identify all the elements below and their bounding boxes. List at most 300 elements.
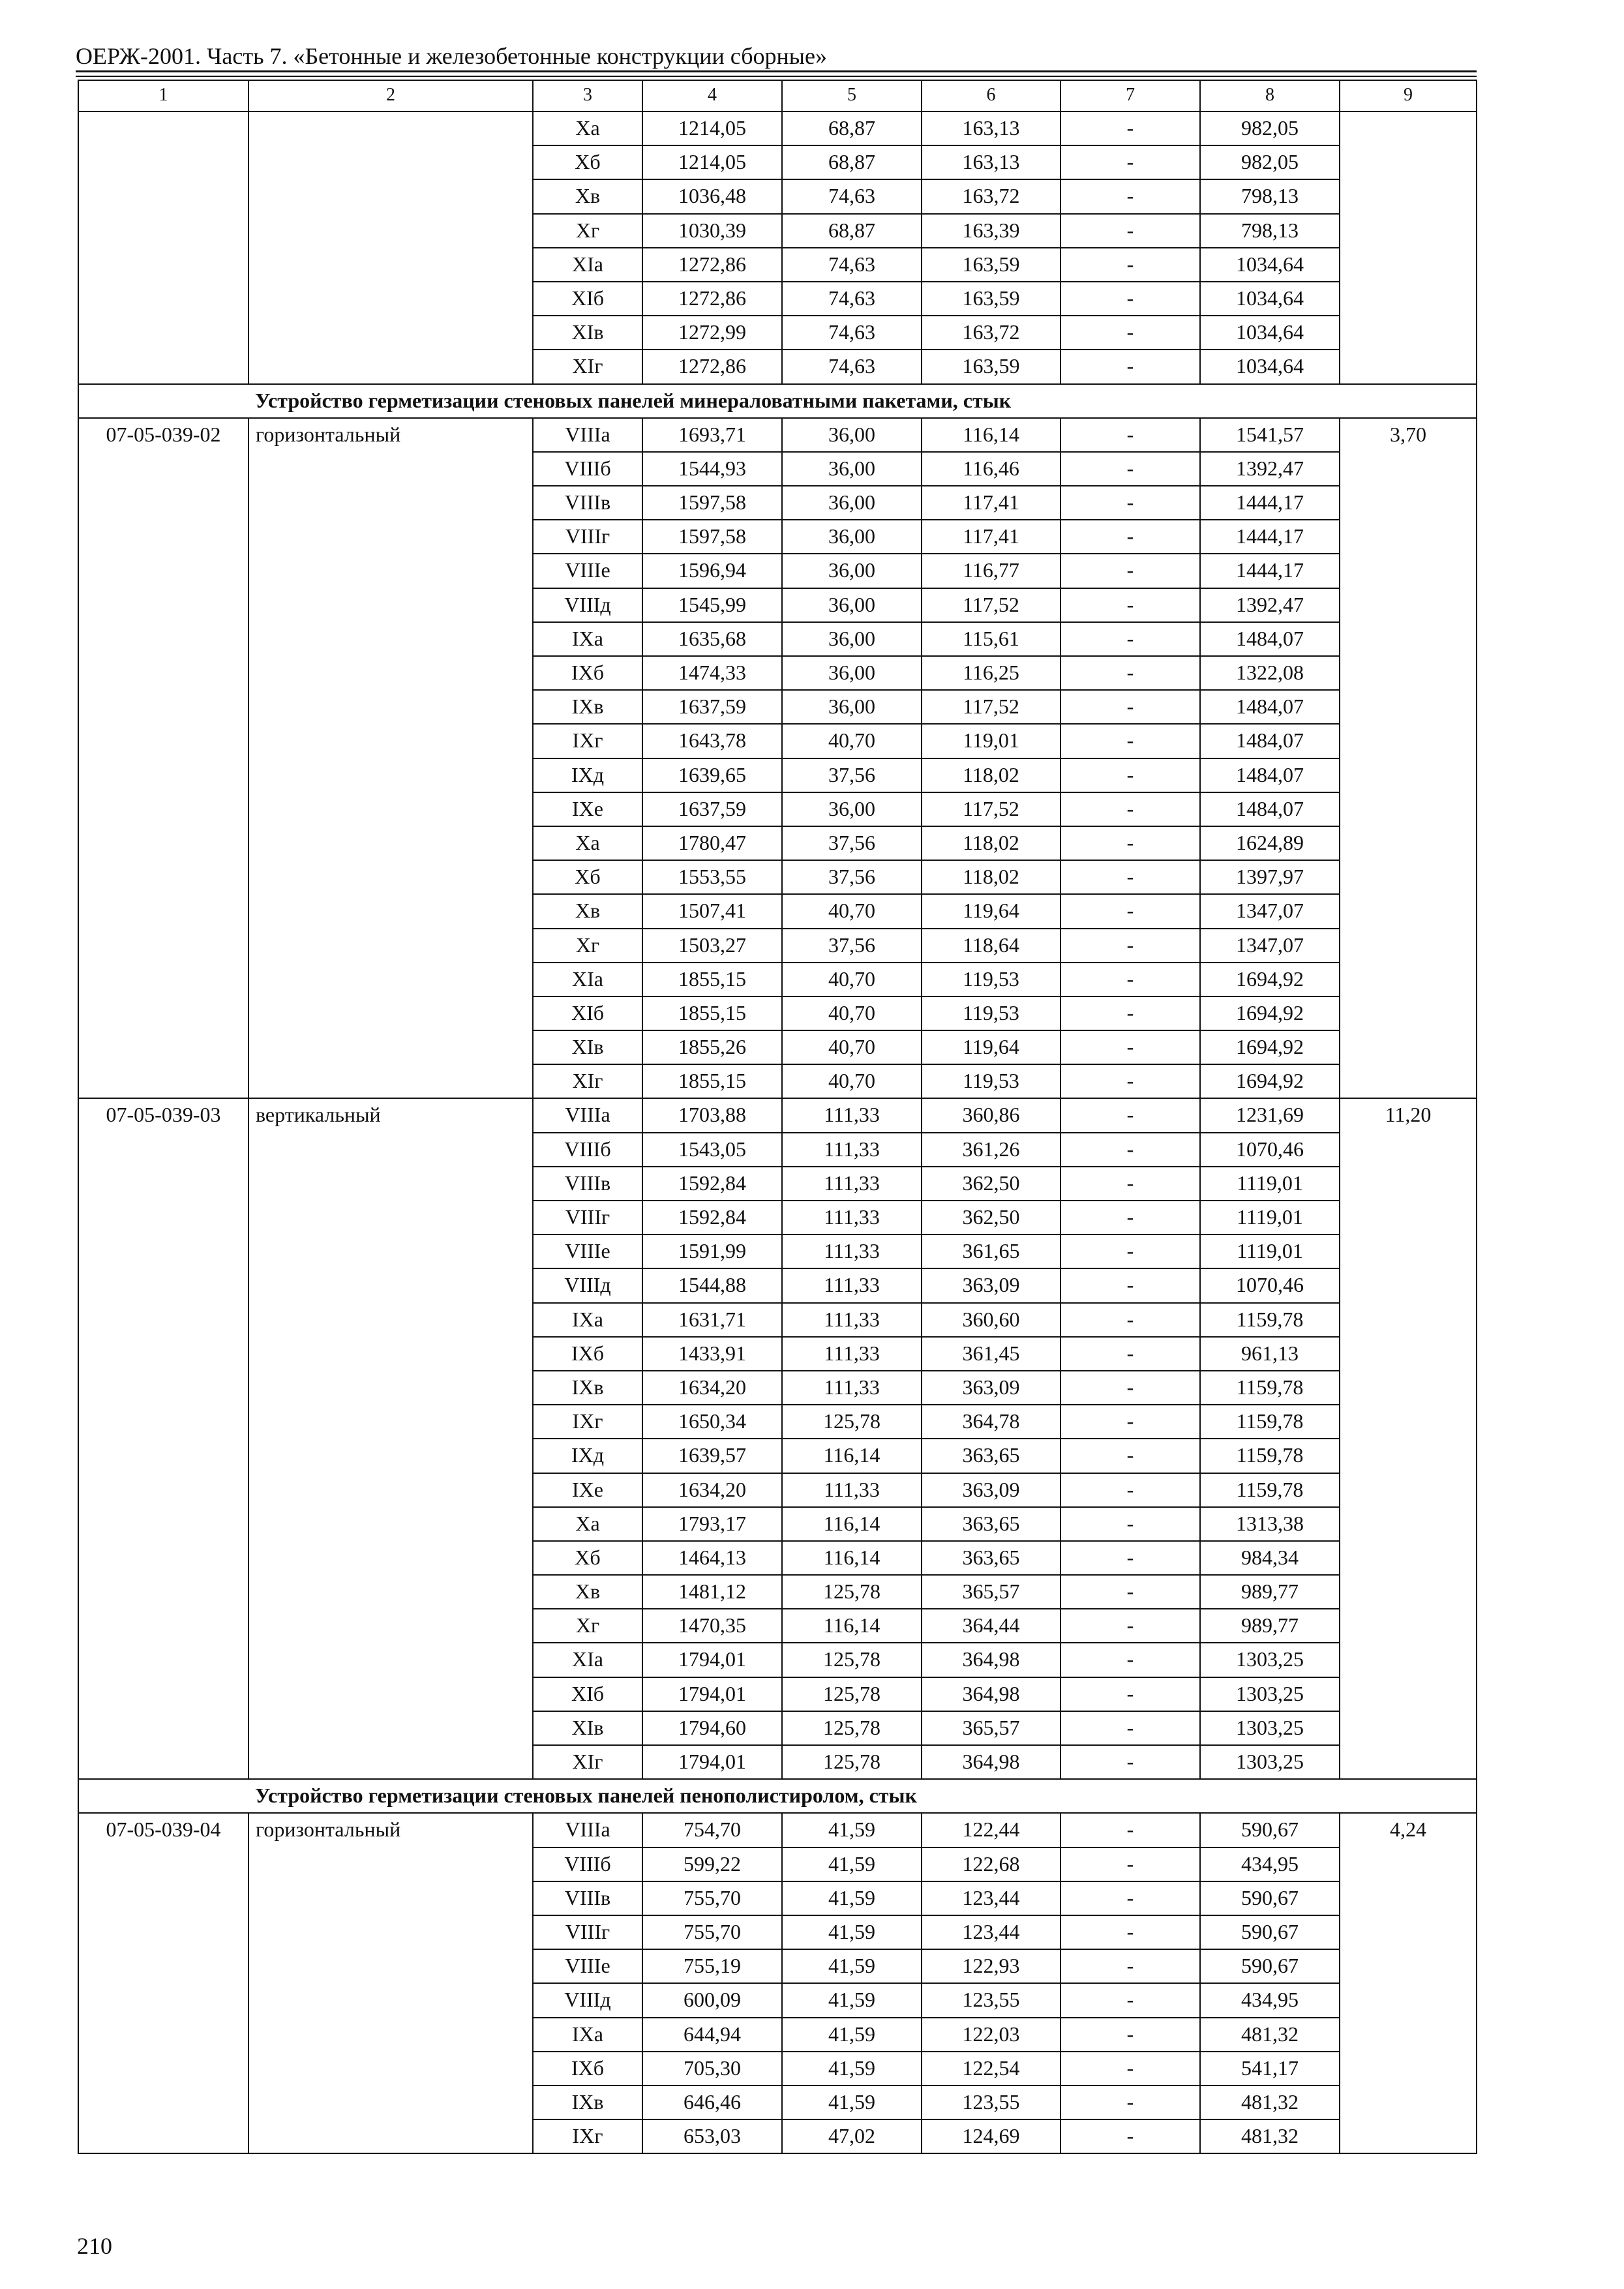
machinists-wages-cell: -	[1060, 588, 1200, 622]
machinists-wages-cell: -	[1060, 1609, 1200, 1643]
object-cell: IXa	[533, 2018, 642, 2052]
machinists-wages-cell: -	[1060, 1064, 1200, 1098]
machines-cell: 117,41	[922, 486, 1060, 520]
materials-cell: 1322,08	[1200, 656, 1340, 690]
description-cell: вертикальный	[248, 1098, 533, 1779]
wages-cell: 37,56	[782, 758, 922, 792]
machinists-wages-cell: -	[1060, 282, 1200, 316]
code-cell: 07-05-039-04	[78, 1813, 248, 2153]
wages-cell: 37,56	[782, 929, 922, 963]
total-cost-cell: 1639,65	[642, 758, 782, 792]
total-cost-cell: 755,19	[642, 1949, 782, 1983]
materials-cell: 1034,64	[1200, 282, 1340, 316]
header-rule-double	[76, 76, 1477, 77]
total-cost-cell: 1474,33	[642, 656, 782, 690]
machinists-wages-cell: -	[1060, 486, 1200, 520]
labor-cell	[1340, 112, 1477, 384]
materials-cell: 1624,89	[1200, 826, 1340, 860]
machinists-wages-cell: -	[1060, 316, 1200, 350]
wages-cell: 36,00	[782, 792, 922, 826]
machines-cell: 163,59	[922, 282, 1060, 316]
wages-cell: 116,14	[782, 1609, 922, 1643]
total-cost-cell: 1272,86	[642, 248, 782, 282]
total-cost-cell: 599,22	[642, 1848, 782, 1881]
total-cost-cell: 1794,01	[642, 1677, 782, 1711]
machinists-wages-cell: -	[1060, 2052, 1200, 2086]
machinists-wages-cell: -	[1060, 554, 1200, 588]
wages-cell: 41,59	[782, 1983, 922, 2017]
machines-cell: 163,39	[922, 214, 1060, 248]
total-cost-cell: 1637,59	[642, 690, 782, 724]
materials-cell: 1484,07	[1200, 690, 1340, 724]
object-cell: XIв	[533, 1030, 642, 1064]
materials-cell: 1484,07	[1200, 758, 1340, 792]
labor-cell: 4,24	[1340, 1813, 1477, 2153]
wages-cell: 36,00	[782, 656, 922, 690]
machinists-wages-cell: -	[1060, 929, 1200, 963]
total-cost-cell: 1596,94	[642, 554, 782, 588]
machines-cell: 163,13	[922, 145, 1060, 179]
column-number-row	[78, 80, 1477, 112]
materials-cell: 798,13	[1200, 179, 1340, 213]
column-number: 2	[248, 80, 533, 112]
machinists-wages-cell: -	[1060, 963, 1200, 996]
total-cost-cell: 1545,99	[642, 588, 782, 622]
machines-cell: 116,25	[922, 656, 1060, 690]
object-cell: VIIIa	[533, 1813, 642, 1847]
wages-cell: 40,70	[782, 894, 922, 928]
machines-cell: 364,44	[922, 1609, 1060, 1643]
object-cell: XIг	[533, 350, 642, 383]
object-cell: IXa	[533, 622, 642, 656]
total-cost-cell: 1272,86	[642, 282, 782, 316]
machines-cell: 363,65	[922, 1439, 1060, 1473]
materials-cell: 590,67	[1200, 1813, 1340, 1847]
total-cost-cell: 1639,57	[642, 1439, 782, 1473]
wages-cell: 74,63	[782, 282, 922, 316]
materials-cell: 1070,46	[1200, 1268, 1340, 1302]
object-cell: VIIIг	[533, 1201, 642, 1234]
wages-cell: 40,70	[782, 963, 922, 996]
machines-cell: 124,69	[922, 2119, 1060, 2153]
object-cell: VIIIe	[533, 1234, 642, 1268]
total-cost-cell: 1470,35	[642, 1609, 782, 1643]
wages-cell: 36,00	[782, 452, 922, 486]
object-cell: VIIIб	[533, 1133, 642, 1167]
total-cost-cell: 1544,88	[642, 1268, 782, 1302]
machinists-wages-cell: -	[1060, 1268, 1200, 1302]
wages-cell: 68,87	[782, 214, 922, 248]
machinists-wages-cell: -	[1060, 1030, 1200, 1064]
object-cell: IXв	[533, 690, 642, 724]
machinists-wages-cell: -	[1060, 1473, 1200, 1507]
total-cost-cell: 1553,55	[642, 860, 782, 894]
object-cell: VIIIв	[533, 486, 642, 520]
total-cost-cell: 1794,01	[642, 1745, 782, 1779]
machines-cell: 122,44	[922, 1813, 1060, 1847]
machines-cell: 115,61	[922, 622, 1060, 656]
machines-cell: 364,98	[922, 1677, 1060, 1711]
machines-cell: 364,98	[922, 1745, 1060, 1779]
machines-cell: 364,98	[922, 1643, 1060, 1677]
header-rule	[76, 70, 1477, 72]
machines-cell: 123,44	[922, 1881, 1060, 1915]
materials-cell: 1694,92	[1200, 963, 1340, 996]
wages-cell: 36,00	[782, 418, 922, 452]
machinists-wages-cell: -	[1060, 1949, 1200, 1983]
object-cell: IXб	[533, 2052, 642, 2086]
materials-cell: 1484,07	[1200, 724, 1340, 758]
total-cost-cell: 755,70	[642, 1881, 782, 1915]
machines-cell: 116,46	[922, 452, 1060, 486]
total-cost-cell: 1433,91	[642, 1337, 782, 1371]
wages-cell: 111,33	[782, 1371, 922, 1405]
machines-cell: 117,52	[922, 690, 1060, 724]
machines-cell: 117,52	[922, 792, 1060, 826]
total-cost-cell: 1855,15	[642, 1064, 782, 1098]
machines-cell: 123,55	[922, 1983, 1060, 2017]
total-cost-cell: 1214,05	[642, 112, 782, 145]
object-cell: Xг	[533, 214, 642, 248]
price-table	[78, 80, 1477, 2154]
machines-cell: 118,64	[922, 929, 1060, 963]
wages-cell: 68,87	[782, 112, 922, 145]
machinists-wages-cell: -	[1060, 1098, 1200, 1132]
object-cell: Xв	[533, 179, 642, 213]
column-number: 3	[533, 80, 642, 112]
materials-cell: 590,67	[1200, 1915, 1340, 1949]
object-cell: Xa	[533, 1507, 642, 1541]
materials-cell: 798,13	[1200, 214, 1340, 248]
machines-cell: 363,09	[922, 1473, 1060, 1507]
wages-cell: 41,59	[782, 2052, 922, 2086]
wages-cell: 41,59	[782, 1813, 922, 1847]
wages-cell: 36,00	[782, 690, 922, 724]
materials-cell: 1484,07	[1200, 622, 1340, 656]
section-title: Устройство герметизации стеновых панелей минераловатными пакетами, стык	[78, 384, 1477, 418]
machines-cell: 361,26	[922, 1133, 1060, 1167]
wages-cell: 111,33	[782, 1201, 922, 1234]
machinists-wages-cell: -	[1060, 1575, 1200, 1609]
machines-cell: 119,64	[922, 1030, 1060, 1064]
machinists-wages-cell: -	[1060, 690, 1200, 724]
machinists-wages-cell: -	[1060, 214, 1200, 248]
total-cost-cell: 1592,84	[642, 1167, 782, 1201]
total-cost-cell: 1272,86	[642, 350, 782, 383]
object-cell: VIIIб	[533, 1848, 642, 1881]
machines-cell: 122,68	[922, 1848, 1060, 1881]
machinists-wages-cell: -	[1060, 145, 1200, 179]
object-cell: Xв	[533, 1575, 642, 1609]
wages-cell: 41,59	[782, 1848, 922, 1881]
machines-cell: 123,55	[922, 2086, 1060, 2119]
materials-cell: 1070,46	[1200, 1133, 1340, 1167]
machinists-wages-cell: -	[1060, 1507, 1200, 1541]
total-cost-cell: 1794,01	[642, 1643, 782, 1677]
total-cost-cell: 1780,47	[642, 826, 782, 860]
total-cost-cell: 1507,41	[642, 894, 782, 928]
machinists-wages-cell: -	[1060, 112, 1200, 145]
object-cell: IXг	[533, 724, 642, 758]
materials-cell: 1159,78	[1200, 1405, 1340, 1439]
wages-cell: 111,33	[782, 1268, 922, 1302]
wages-cell: 125,78	[782, 1711, 922, 1745]
total-cost-cell: 1635,68	[642, 622, 782, 656]
machinists-wages-cell: -	[1060, 520, 1200, 554]
machinists-wages-cell: -	[1060, 1167, 1200, 1201]
machines-cell: 363,65	[922, 1541, 1060, 1575]
wages-cell: 116,14	[782, 1541, 922, 1575]
wages-cell: 111,33	[782, 1303, 922, 1337]
materials-cell: 1313,38	[1200, 1507, 1340, 1541]
machinists-wages-cell: -	[1060, 1915, 1200, 1949]
wages-cell: 40,70	[782, 996, 922, 1030]
total-cost-cell: 1650,34	[642, 1405, 782, 1439]
machines-cell: 122,03	[922, 2018, 1060, 2052]
machinists-wages-cell: -	[1060, 1234, 1200, 1268]
machinists-wages-cell: -	[1060, 2119, 1200, 2153]
total-cost-cell: 1481,12	[642, 1575, 782, 1609]
wages-cell: 111,33	[782, 1098, 922, 1132]
page-number: 210	[77, 2233, 112, 2259]
wages-cell: 125,78	[782, 1575, 922, 1609]
total-cost-cell: 1703,88	[642, 1098, 782, 1132]
wages-cell: 111,33	[782, 1133, 922, 1167]
materials-cell: 1392,47	[1200, 588, 1340, 622]
machinists-wages-cell: -	[1060, 248, 1200, 282]
machinists-wages-cell: -	[1060, 350, 1200, 383]
object-cell: XIa	[533, 248, 642, 282]
wages-cell: 116,14	[782, 1507, 922, 1541]
materials-cell: 1159,78	[1200, 1439, 1340, 1473]
machinists-wages-cell: -	[1060, 1711, 1200, 1745]
machinists-wages-cell: -	[1060, 826, 1200, 860]
object-cell: Xв	[533, 894, 642, 928]
materials-cell: 1694,92	[1200, 1030, 1340, 1064]
machines-cell: 163,72	[922, 316, 1060, 350]
machines-cell: 119,01	[922, 724, 1060, 758]
description-cell	[248, 112, 533, 384]
object-cell: IXг	[533, 2119, 642, 2153]
object-cell: XIв	[533, 316, 642, 350]
machinists-wages-cell: -	[1060, 1881, 1200, 1915]
materials-cell: 1694,92	[1200, 1064, 1340, 1098]
machines-cell: 122,93	[922, 1949, 1060, 1983]
machines-cell: 119,53	[922, 1064, 1060, 1098]
wages-cell: 111,33	[782, 1337, 922, 1371]
machines-cell: 163,59	[922, 248, 1060, 282]
total-cost-cell: 1855,26	[642, 1030, 782, 1064]
object-cell: Xб	[533, 1541, 642, 1575]
machines-cell: 118,02	[922, 826, 1060, 860]
machinists-wages-cell: -	[1060, 1677, 1200, 1711]
machines-cell: 362,50	[922, 1167, 1060, 1201]
materials-cell: 1034,64	[1200, 248, 1340, 282]
labor-cell: 3,70	[1340, 418, 1477, 1099]
total-cost-cell: 1036,48	[642, 179, 782, 213]
object-cell: Xa	[533, 112, 642, 145]
machines-cell: 361,65	[922, 1234, 1060, 1268]
wages-cell: 74,63	[782, 179, 922, 213]
materials-cell: 1444,17	[1200, 554, 1340, 588]
wages-cell: 125,78	[782, 1643, 922, 1677]
table-body	[78, 80, 1477, 2153]
materials-cell: 1694,92	[1200, 996, 1340, 1030]
section-row	[78, 384, 1477, 418]
total-cost-cell: 600,09	[642, 1983, 782, 2017]
object-cell: IXб	[533, 656, 642, 690]
object-cell: Xб	[533, 860, 642, 894]
machines-cell: 122,54	[922, 2052, 1060, 2086]
machinists-wages-cell: -	[1060, 1303, 1200, 1337]
materials-cell: 984,34	[1200, 1541, 1340, 1575]
wages-cell: 36,00	[782, 588, 922, 622]
machinists-wages-cell: -	[1060, 418, 1200, 452]
machinists-wages-cell: -	[1060, 622, 1200, 656]
object-cell: VIIIд	[533, 1268, 642, 1302]
total-cost-cell: 653,03	[642, 2119, 782, 2153]
total-cost-cell: 1793,17	[642, 1507, 782, 1541]
materials-cell: 982,05	[1200, 145, 1340, 179]
total-cost-cell: 1643,78	[642, 724, 782, 758]
machines-cell: 360,60	[922, 1303, 1060, 1337]
object-cell: IXe	[533, 1473, 642, 1507]
machinists-wages-cell: -	[1060, 1405, 1200, 1439]
object-cell: XIa	[533, 963, 642, 996]
machines-cell: 363,09	[922, 1371, 1060, 1405]
object-cell: VIIIг	[533, 520, 642, 554]
machines-cell: 365,57	[922, 1575, 1060, 1609]
wages-cell: 37,56	[782, 826, 922, 860]
object-cell: VIIIe	[533, 1949, 642, 1983]
total-cost-cell: 646,46	[642, 2086, 782, 2119]
materials-cell: 481,32	[1200, 2018, 1340, 2052]
machines-cell: 119,53	[922, 996, 1060, 1030]
machinists-wages-cell: -	[1060, 1813, 1200, 1847]
total-cost-cell: 1464,13	[642, 1541, 782, 1575]
total-cost-cell: 1597,58	[642, 486, 782, 520]
wages-cell: 40,70	[782, 724, 922, 758]
machinists-wages-cell: -	[1060, 1439, 1200, 1473]
total-cost-cell: 1597,58	[642, 520, 782, 554]
page-header: ОЕРЖ-2001. Часть 7. «Бетонные и железобетонные конструкции сборные»	[76, 43, 827, 69]
total-cost-cell: 1855,15	[642, 996, 782, 1030]
materials-cell: 1303,25	[1200, 1643, 1340, 1677]
machinists-wages-cell: -	[1060, 1337, 1200, 1371]
table-row	[78, 1813, 1477, 1847]
machines-cell: 361,45	[922, 1337, 1060, 1371]
object-cell: VIIIa	[533, 1098, 642, 1132]
machines-cell: 360,86	[922, 1098, 1060, 1132]
wages-cell: 125,78	[782, 1405, 922, 1439]
object-cell: IXд	[533, 1439, 642, 1473]
wages-cell: 41,59	[782, 2018, 922, 2052]
machinists-wages-cell: -	[1060, 792, 1200, 826]
column-number: 4	[642, 80, 782, 112]
total-cost-cell: 1693,71	[642, 418, 782, 452]
machinists-wages-cell: -	[1060, 2086, 1200, 2119]
object-cell: XIв	[533, 1711, 642, 1745]
total-cost-cell: 1855,15	[642, 963, 782, 996]
wages-cell: 40,70	[782, 1064, 922, 1098]
total-cost-cell: 1637,59	[642, 792, 782, 826]
total-cost-cell: 1030,39	[642, 214, 782, 248]
machines-cell: 163,13	[922, 112, 1060, 145]
code-cell	[78, 112, 248, 384]
total-cost-cell: 1591,99	[642, 1234, 782, 1268]
description-cell: горизонтальный	[248, 1813, 533, 2153]
wages-cell: 41,59	[782, 2086, 922, 2119]
object-cell: VIIIб	[533, 452, 642, 486]
machinists-wages-cell: -	[1060, 1541, 1200, 1575]
machines-cell: 119,64	[922, 894, 1060, 928]
materials-cell: 1231,69	[1200, 1098, 1340, 1132]
wages-cell: 40,70	[782, 1030, 922, 1064]
total-cost-cell: 1544,93	[642, 452, 782, 486]
machinists-wages-cell: -	[1060, 996, 1200, 1030]
object-cell: VIIIд	[533, 1983, 642, 2017]
machinists-wages-cell: -	[1060, 1643, 1200, 1677]
total-cost-cell: 644,94	[642, 2018, 782, 2052]
materials-cell: 1119,01	[1200, 1167, 1340, 1201]
object-cell: XIг	[533, 1064, 642, 1098]
machinists-wages-cell: -	[1060, 894, 1200, 928]
wages-cell: 41,59	[782, 1915, 922, 1949]
machines-cell: 119,53	[922, 963, 1060, 996]
machines-cell: 363,65	[922, 1507, 1060, 1541]
materials-cell: 590,67	[1200, 1881, 1340, 1915]
materials-cell: 961,13	[1200, 1337, 1340, 1371]
wages-cell: 125,78	[782, 1745, 922, 1779]
wages-cell: 74,63	[782, 316, 922, 350]
materials-cell: 541,17	[1200, 2052, 1340, 2086]
machines-cell: 116,14	[922, 418, 1060, 452]
total-cost-cell: 705,30	[642, 2052, 782, 2086]
total-cost-cell: 755,70	[642, 1915, 782, 1949]
table-row	[78, 1098, 1477, 1132]
machinists-wages-cell: -	[1060, 2018, 1200, 2052]
machines-cell: 163,72	[922, 179, 1060, 213]
machinists-wages-cell: -	[1060, 1371, 1200, 1405]
machinists-wages-cell: -	[1060, 1983, 1200, 2017]
machinists-wages-cell: -	[1060, 1201, 1200, 1234]
object-cell: VIIIa	[533, 418, 642, 452]
object-cell: IXд	[533, 758, 642, 792]
object-cell: VIIIв	[533, 1167, 642, 1201]
wages-cell: 111,33	[782, 1473, 922, 1507]
materials-cell: 434,95	[1200, 1848, 1340, 1881]
object-cell: IXг	[533, 1405, 642, 1439]
machinists-wages-cell: -	[1060, 1745, 1200, 1779]
object-cell: Xг	[533, 929, 642, 963]
wages-cell: 116,14	[782, 1439, 922, 1473]
total-cost-cell: 1543,05	[642, 1133, 782, 1167]
wages-cell: 111,33	[782, 1234, 922, 1268]
machinists-wages-cell: -	[1060, 656, 1200, 690]
wages-cell: 36,00	[782, 520, 922, 554]
wages-cell: 36,00	[782, 486, 922, 520]
wages-cell: 47,02	[782, 2119, 922, 2153]
machines-cell: 117,41	[922, 520, 1060, 554]
column-number: 9	[1340, 80, 1477, 112]
column-number: 1	[78, 80, 248, 112]
total-cost-cell: 754,70	[642, 1813, 782, 1847]
wages-cell: 41,59	[782, 1949, 922, 1983]
object-cell: XIб	[533, 1677, 642, 1711]
machines-cell: 118,02	[922, 860, 1060, 894]
materials-cell: 1159,78	[1200, 1473, 1340, 1507]
machines-cell: 118,02	[922, 758, 1060, 792]
